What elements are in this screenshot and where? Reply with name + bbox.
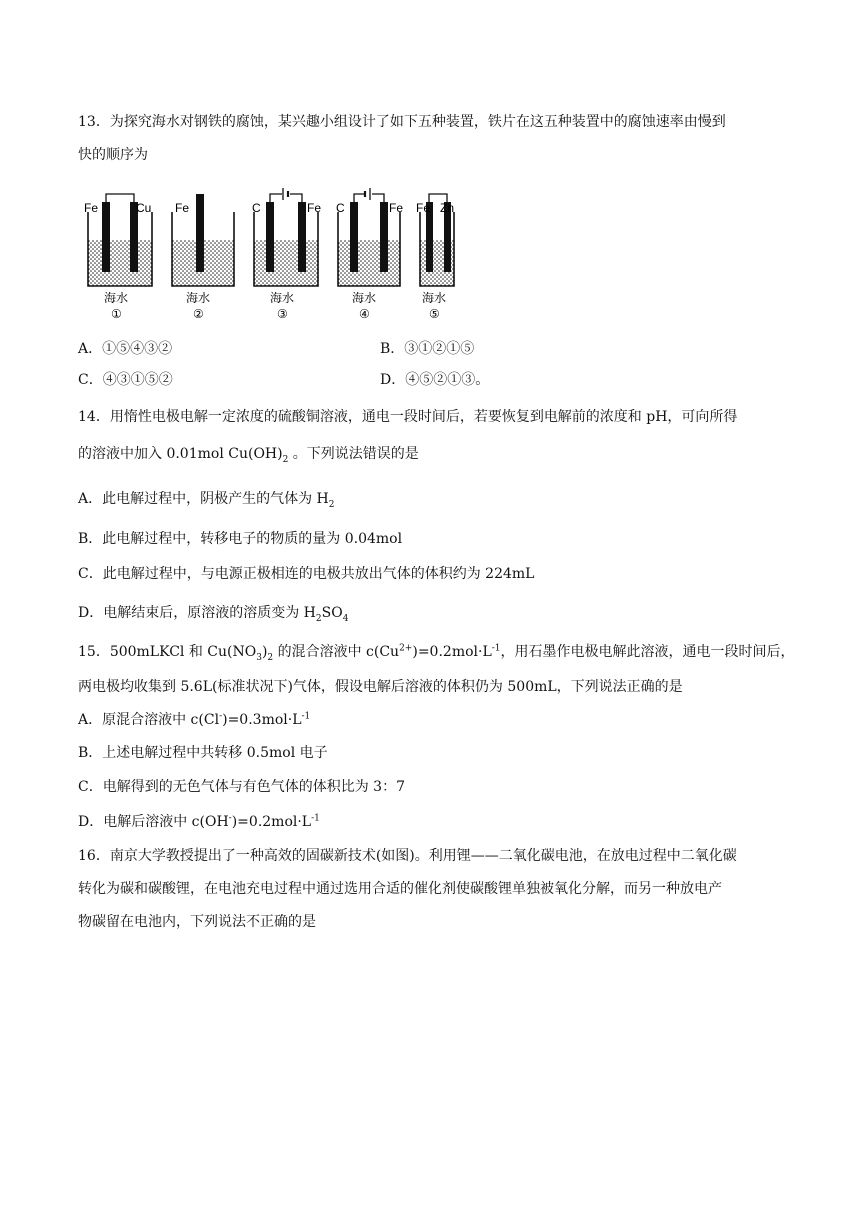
cell-1-left-label: Fe xyxy=(84,201,99,215)
cell-4-right-label: Fe xyxy=(389,201,404,215)
cell-4-left-label: C xyxy=(336,201,345,215)
q15-a-sup: - xyxy=(219,711,223,722)
q15-sup-unit: -1 xyxy=(491,643,501,654)
cell-5 xyxy=(416,194,454,321)
cell-2-medium: 海水 xyxy=(186,291,211,305)
q14-option-a-sub: 2 xyxy=(328,499,335,510)
cell-3 xyxy=(252,188,321,321)
q14-option-a-text: A．此电解过程中，阴极产生的气体为 H xyxy=(78,491,329,507)
q14-option-d-text: D．电解结束后，原溶液的溶质变为 H xyxy=(78,605,316,621)
q14-option-a[interactable] xyxy=(78,489,335,509)
q15-sub-3: 3 xyxy=(256,652,262,663)
cell-5-right-label: Zn xyxy=(440,201,455,215)
q14-option-d[interactable] xyxy=(78,603,348,623)
cell-2-left-label: Fe xyxy=(175,201,190,215)
cell-3-right-label: Fe xyxy=(307,201,322,215)
cell-4-medium: 海水 xyxy=(352,291,377,305)
cell-5-left-label: Fe xyxy=(416,201,431,215)
q13-option-d[interactable]: D．④⑤②①③。 xyxy=(380,372,490,388)
cell-1-number: ① xyxy=(111,307,122,321)
q15-text-e: ，用石墨作电极电解此溶液，通电一段时间后， xyxy=(500,644,795,660)
q15-sub-2: 2 xyxy=(267,652,274,663)
q14-option-c[interactable]: C．此电解过程中，与电源正极相连的电极共放出气体的体积约为 224mL xyxy=(78,566,535,582)
q14-option-d-sub1: 2 xyxy=(315,613,322,624)
q14-formula-sub: 2 xyxy=(282,454,289,465)
cell-1-right-label: Cu xyxy=(136,201,152,215)
q15-option-c[interactable]: C．电解得到的无色气体与有色气体的体积比为 3：7 xyxy=(78,779,405,795)
q16-stem-line3: 物碳留在电池内，下列说法不正确的是 xyxy=(78,914,316,930)
q15-stem-line2: 两电极均收集到 5.6L(标准状况下)气体，假设电解后溶液的体积仍为 500mL，下列说法正确的是 xyxy=(78,679,683,695)
q15-d-text-b: )=0.2mol·L xyxy=(231,814,312,830)
q15-text-d: )=0.2mol·L xyxy=(412,644,492,660)
cell-2-number: ② xyxy=(193,307,204,321)
q13-stem-line1: 13．为探究海水对钢铁的腐蚀，某兴趣小组设计了如下五种装置，铁片在这五种装置中的腐蚀速率由慢到 xyxy=(78,114,726,130)
q15-option-a[interactable] xyxy=(78,710,310,730)
q14-option-d-sub2: 4 xyxy=(342,613,349,624)
q15-a-text-b: )=0.3mol·L xyxy=(222,712,302,728)
q15-text-a: 15．500mLKCl 和 Cu(NO xyxy=(78,644,257,660)
q14-option-d-mid: SO xyxy=(321,605,343,621)
cell-3-medium: 海水 xyxy=(270,291,295,305)
q14-formula: Cu(OH) xyxy=(228,446,283,462)
cell-3-left-label: C xyxy=(252,201,261,215)
q14-stem-tail: 。下列说法错误的是 xyxy=(288,446,419,462)
q15-option-b[interactable]: B．上述电解过程中共转移 0.5mol 电子 xyxy=(78,745,328,761)
electrolysis-apparatus-figure xyxy=(78,186,458,322)
q13-option-a[interactable]: A．①⑤④③② xyxy=(78,341,173,357)
q15-stem-line1 xyxy=(78,642,795,662)
q14-stem-line1: 14．用惰性电极电解一定浓度的硫酸铜溶液，通电一段时间后，若要恢复到电解前的浓度和 pH，可向所得 xyxy=(78,409,738,425)
q15-a-sup2: -1 xyxy=(301,711,311,722)
q15-d-sup2: -1 xyxy=(311,813,320,824)
cell-3-number: ③ xyxy=(277,307,288,321)
q16-stem-line1: 16．南京大学教授提出了一种高效的固碳新技术(如图)。利用锂——二氧化碳电池，在放电过程中二氧化碳 xyxy=(78,848,737,864)
cell-5-number: ⑤ xyxy=(429,307,440,321)
q15-text-c: 的混合溶液中 c(Cu xyxy=(273,644,400,660)
q15-text-b: ) xyxy=(261,644,268,660)
q13-option-b[interactable]: B．③①②①⑤ xyxy=(380,341,475,357)
cell-4 xyxy=(336,188,403,321)
q15-d-sup: - xyxy=(228,813,232,824)
cell-4-number: ④ xyxy=(359,307,370,321)
cell-5-medium: 海水 xyxy=(422,291,447,305)
cell-2 xyxy=(172,194,234,321)
q15-d-text: D．电解后溶液中 c(OH xyxy=(78,814,229,830)
cell-1-medium: 海水 xyxy=(104,291,129,305)
q15-option-d[interactable] xyxy=(78,812,320,832)
q14-stem-line2 xyxy=(78,444,419,464)
q16-stem-line2: 转化为碳和碳酸锂，在电池充电过程中通过选用合适的催化剂使碳酸锂单独被氧化分解，而另一种放电产 xyxy=(78,881,722,897)
q15-sup-charge: 2+ xyxy=(399,643,413,654)
q14-stem-text: 的溶液中加入 0.01mol xyxy=(78,446,229,462)
q13-stem-line2: 快的顺序为 xyxy=(78,147,148,163)
q13-option-c[interactable]: C．④③①⑤② xyxy=(78,372,173,388)
q15-a-text: A．原混合溶液中 c(Cl xyxy=(78,712,220,728)
q14-option-b[interactable]: B．此电解过程中，转移电子的物质的量为 0.04mol xyxy=(78,531,403,547)
cell-1 xyxy=(84,194,152,321)
